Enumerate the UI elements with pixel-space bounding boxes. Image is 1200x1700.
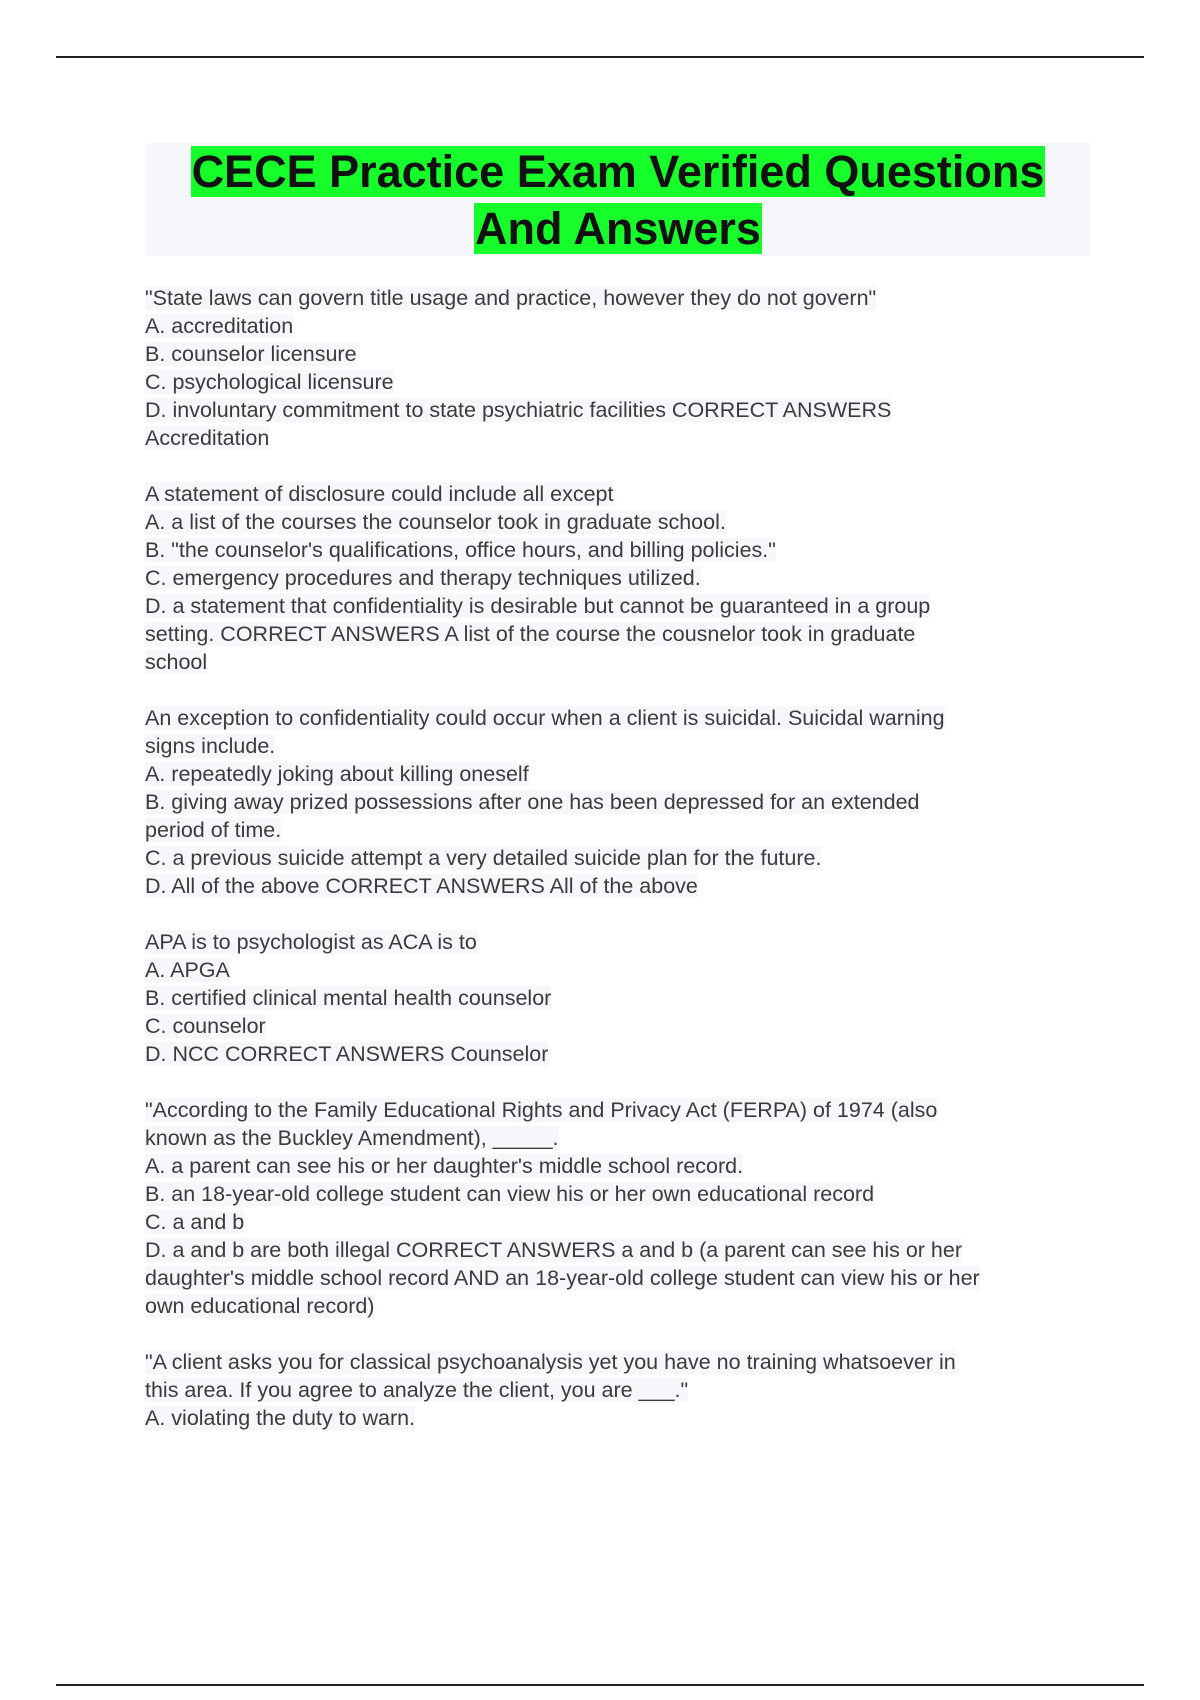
line-text: C. counselor [145, 1014, 266, 1038]
question-stem-line [145, 1348, 1095, 1376]
question-stem-line [145, 1096, 1095, 1124]
line-text: An exception to confidentiality could occur when a client is suicidal. Suicidal warning [145, 706, 945, 730]
line-text: C. a and b [145, 1210, 245, 1234]
question-text-line [145, 844, 1095, 872]
line-text: D. NCC CORRECT ANSWERS Counselor [145, 1042, 549, 1066]
title-line-1: CECE Practice Exam Verified Questions [191, 146, 1045, 197]
question-text-line [145, 760, 1095, 788]
line-text: B. giving away prized possessions after one has been depressed for an extended [145, 790, 920, 814]
line-text: A statement of disclosure could include all except [145, 482, 614, 506]
question-text-line [145, 1376, 1095, 1404]
line-text: A. violating the duty to warn. [145, 1406, 416, 1430]
footer-rule [56, 1684, 1144, 1686]
question-text-line [145, 872, 1095, 900]
question-text-line [145, 956, 1095, 984]
line-text: known as the Buckley Amendment), _____. [145, 1126, 559, 1150]
question-block [145, 284, 1095, 452]
line-text: B. certified clinical mental health counselor [145, 986, 552, 1010]
line-text: A. a list of the courses the counselor took in graduate school. [145, 510, 726, 534]
question-text-line [145, 508, 1095, 536]
question-block [145, 704, 1095, 900]
line-text: this area. If you agree to analyze the client, you are ___." [145, 1378, 689, 1402]
question-text-line [145, 536, 1095, 564]
question-text-line [145, 1124, 1095, 1152]
line-text: D. a statement that confidentiality is desirable but cannot be guaranteed in a group [145, 594, 931, 618]
question-text-line [145, 368, 1095, 396]
line-text: signs include. [145, 734, 276, 758]
question-text-line [145, 1236, 1095, 1264]
line-text: D. a and b are both illegal CORRECT ANSWERS a and b (a parent can see his or her [145, 1238, 963, 1262]
question-text-line [145, 1264, 1095, 1292]
line-text: setting. CORRECT ANSWERS A list of the course the cousnelor took in graduate [145, 622, 916, 646]
line-text: "A client asks you for classical psychoanalysis yet you have no training whatsoever in [145, 1350, 956, 1374]
header-rule [56, 56, 1144, 58]
line-text: D. All of the above CORRECT ANSWERS All of the above [145, 874, 698, 898]
line-text: period of time. [145, 818, 282, 842]
question-block [145, 928, 1095, 1068]
line-text: own educational record) [145, 1294, 375, 1318]
question-text-line [145, 1040, 1095, 1068]
question-text-line [145, 564, 1095, 592]
question-stem-line [145, 284, 1095, 312]
question-text-line [145, 396, 1095, 424]
question-text-line [145, 1180, 1095, 1208]
line-text: APA is to psychologist as ACA is to [145, 930, 477, 954]
line-text: B. "the counselor's qualifications, office hours, and billing policies." [145, 538, 776, 562]
question-block [145, 1096, 1095, 1320]
question-stem-line [145, 928, 1095, 956]
line-text: Accreditation [145, 426, 270, 450]
question-text-line [145, 788, 1095, 816]
question-text-line [145, 1292, 1095, 1320]
question-text-line [145, 1012, 1095, 1040]
question-text-line [145, 592, 1095, 620]
line-text: daughter's middle school record AND an 18-year-old college student can view his or her [145, 1266, 980, 1290]
question-text-line [145, 340, 1095, 368]
question-text-line [145, 816, 1095, 844]
line-text: B. an 18-year-old college student can view his or her own educational record [145, 1182, 875, 1206]
line-text: A. a parent can see his or her daughter's middle school record. [145, 1154, 744, 1178]
question-text-line [145, 1208, 1095, 1236]
line-text: A. APGA [145, 958, 230, 982]
question-text-line [145, 312, 1095, 340]
line-text: A. accreditation [145, 314, 294, 338]
question-text-line [145, 1152, 1095, 1180]
question-stem-line [145, 480, 1095, 508]
document-title [146, 143, 1090, 257]
line-text: "State laws can govern title usage and practice, however they do not govern" [145, 286, 877, 310]
question-stem-line [145, 704, 1095, 732]
question-block [145, 480, 1095, 676]
question-text-line [145, 732, 1095, 760]
line-text: C. psychological licensure [145, 370, 394, 394]
line-text: D. involuntary commitment to state psychiatric facilities CORRECT ANSWERS [145, 398, 892, 422]
line-text: A. repeatedly joking about killing oneself [145, 762, 529, 786]
line-text: B. counselor licensure [145, 342, 357, 366]
question-text-line [145, 984, 1095, 1012]
question-list [145, 284, 1095, 1460]
question-block [145, 1348, 1095, 1432]
question-text-line [145, 1404, 1095, 1432]
title-line-2: And Answers [475, 203, 761, 254]
question-text-line [145, 620, 1095, 648]
line-text: C. emergency procedures and therapy techniques utilized. [145, 566, 701, 590]
line-text: "According to the Family Educational Rights and Privacy Act (FERPA) of 1974 (also [145, 1098, 938, 1122]
question-text-line [145, 648, 1095, 676]
title-block [146, 143, 1090, 256]
line-text: school [145, 650, 208, 674]
line-text: C. a previous suicide attempt a very detailed suicide plan for the future. [145, 846, 822, 870]
question-text-line [145, 424, 1095, 452]
